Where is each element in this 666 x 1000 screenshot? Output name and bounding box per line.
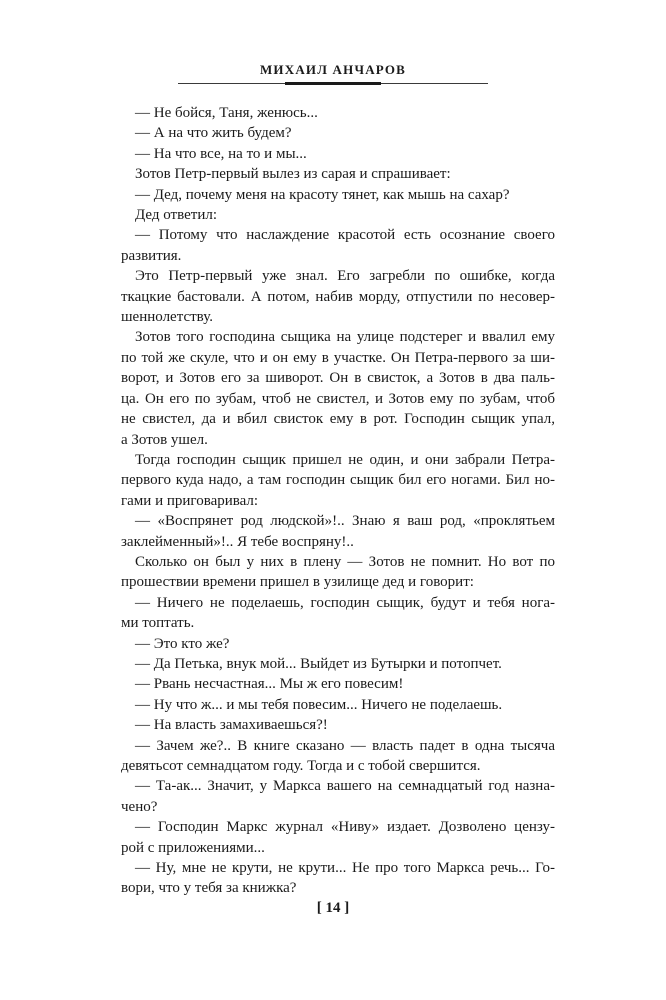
text-line: чено? (121, 798, 158, 815)
paragraph (121, 450, 555, 511)
running-title: МИХАИЛ АНЧАРОВ (259, 62, 407, 77)
text-line: — «Воспрянет род людской»!.. Знаю я ваш род, «проклятьем (135, 513, 555, 530)
text-line: по той же скуле, что и он ему в участке. Он Петра-первого за ши- (121, 349, 555, 366)
text-line: — Да Петька, внук мой... Выйдет из Бутырки и потопчет. (135, 655, 502, 672)
text-line: прошествии времени пришел в узилище дед и говорит: (121, 574, 474, 591)
text-line: — На власть замахиваешься?! (135, 717, 328, 734)
text-line: — Ну, мне не крути, не крути... Не про того Маркса речь... Го- (135, 860, 555, 877)
text-line: — Рвань несчастная... Мы ж его повесим! (135, 676, 404, 693)
text-line: Зотов того господина сыщика на улице подстерег и ввалил ему (135, 329, 555, 346)
text-line: Это Петр-первый уже знал. Его загребли по ошибке, когда (135, 268, 555, 285)
body-text (121, 103, 555, 899)
paragraph (121, 858, 555, 899)
text-line: ворот, и Зотов его за шиворот. Он в свисток, а Зотов в два паль- (121, 370, 555, 387)
paragraph (121, 164, 555, 184)
paragraph (121, 185, 555, 205)
text-line: — Зачем же?.. В книге сказано — власть падет в одна тысяча (135, 737, 555, 754)
text-line: ткацкие бастовали. А потом, набив морду, отпустили по несовер- (121, 288, 555, 305)
paragraph (121, 654, 555, 674)
paragraph (121, 736, 555, 777)
text-line: — Это кто же? (135, 635, 230, 652)
text-line: — Ну что ж... и мы тебя повесим... Ничего не поделаешь. (135, 696, 503, 713)
paragraph (121, 634, 555, 654)
paragraph (121, 225, 555, 266)
paragraph (121, 674, 555, 694)
text-line: Сколько он был у них в плену — Зотов не помнит. Но вот по (135, 553, 555, 570)
paragraph (121, 144, 555, 164)
text-line: — Ничего не поделаешь, господин сыщик, будут и тебя нога- (135, 594, 555, 611)
page-header (0, 62, 666, 84)
text-line: вори, что у тебя за книжка? (121, 880, 297, 897)
text-line: — Потому что наслаждение красотой есть осознание своего (135, 227, 555, 244)
text-line: ца. Он его по зубам, чтоб не свистел, и Зотов ему по зубам, чтоб (121, 390, 555, 407)
text-line: заклейменный»!.. Я тебе воспряну!.. (121, 533, 354, 550)
paragraph (121, 695, 555, 715)
paragraph (121, 103, 555, 123)
paragraph (121, 511, 555, 552)
text-line: Тогда господин сыщик пришел не один, и они забрали Петра- (135, 451, 555, 468)
text-line: а Зотов ушел. (121, 431, 208, 448)
text-line: — Не бойся, Таня, женюсь... (135, 105, 318, 121)
text-line: — Та-ак... Значит, у Маркса вашего на семнадцатый год назна- (135, 778, 555, 795)
paragraph (121, 123, 555, 143)
text-line: девятьсот семнадцатом году. Тогда и с тобой свершится. (121, 758, 481, 774)
paragraph (121, 266, 555, 327)
text-line: ми топтать. (121, 615, 195, 632)
text-line: Дед ответил: (135, 207, 218, 224)
text-line: гами и приговаривал: (121, 492, 259, 509)
text-line: шеннолетству. (121, 309, 213, 326)
text-line: — На что все, на то и мы... (135, 145, 307, 162)
paragraph (121, 817, 555, 858)
text-line: Зотов Петр-первый вылез из сарая и спрашивает: (135, 166, 451, 183)
paragraph (121, 776, 555, 817)
paragraph (121, 327, 555, 449)
text-line: рой с приложениями... (121, 839, 265, 856)
paragraph (121, 593, 555, 634)
text-line: — Дед, почему меня на красоту тянет, как мышь на сахар? (135, 186, 510, 203)
paragraph (121, 715, 555, 735)
paragraph (121, 552, 555, 593)
text-line: — Господин Маркс журнал «Ниву» издает. Дозволено цензу- (135, 819, 555, 836)
header-rule (178, 83, 488, 84)
text-line: развития. (121, 247, 182, 264)
page-number: [ 14 ] (316, 900, 350, 916)
text-line: первого куда надо, а там господин сыщик бил его ногами. Бил но- (121, 472, 555, 489)
text-line: — А на что жить будем? (135, 125, 292, 142)
paragraph (121, 205, 555, 225)
text-line: не свистел, да и вбил свисток ему в рот. Господин сыщик упал, (121, 411, 555, 428)
